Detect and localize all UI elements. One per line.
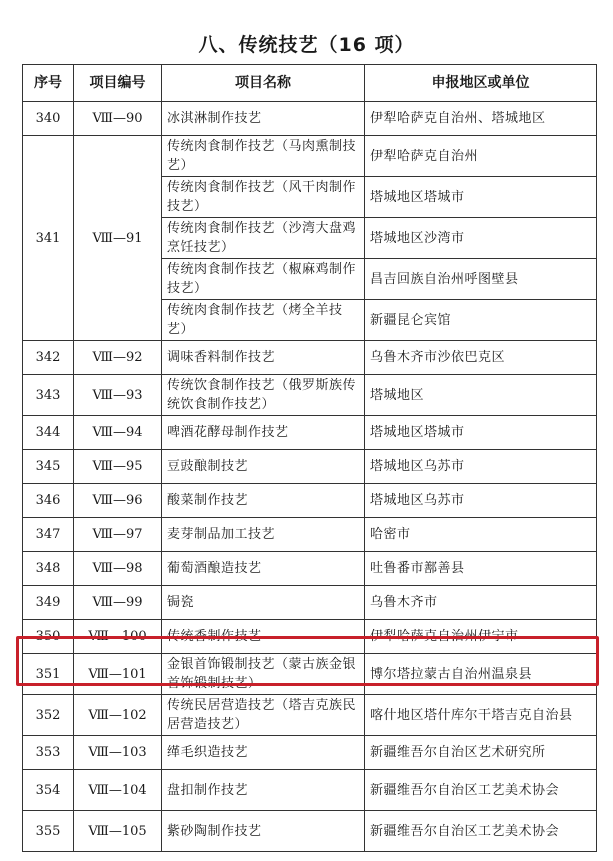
row-code: Ⅷ—99 <box>74 586 162 620</box>
row-code: Ⅷ—101 <box>74 654 162 695</box>
row-code: Ⅷ—104 <box>74 770 162 811</box>
header-code: 项目编号 <box>74 65 162 102</box>
row-seq: 344 <box>23 416 74 450</box>
row-name: 冰淇淋制作技艺 <box>162 102 365 136</box>
row-name: 缂毛织造技艺 <box>162 736 365 770</box>
row-name: 葡萄酒酿造技艺 <box>162 552 365 586</box>
row-seq: 340 <box>23 102 74 136</box>
row-region: 哈密市 <box>365 518 597 552</box>
row-region: 伊犁哈萨克自治州伊宁市 <box>365 620 597 654</box>
row-code: Ⅷ—92 <box>74 341 162 375</box>
row-region: 新疆昆仑宾馆 <box>365 300 597 341</box>
table-header-row <box>23 65 597 102</box>
header-name: 项目名称 <box>162 65 365 102</box>
table-row <box>23 811 597 852</box>
table-row <box>23 552 597 586</box>
header-seq: 序号 <box>23 65 74 102</box>
table-row <box>23 450 597 484</box>
table-row <box>23 695 597 736</box>
row-name: 传统肉食制作技艺（烤全羊技艺） <box>162 300 365 341</box>
row-name: 啤酒花酵母制作技艺 <box>162 416 365 450</box>
table-row <box>23 518 597 552</box>
row-code: Ⅷ—93 <box>74 375 162 416</box>
row-name: 传统肉食制作技艺（风干肉制作技艺） <box>162 177 365 218</box>
row-seq: 354 <box>23 770 74 811</box>
row-name: 锔瓷 <box>162 586 365 620</box>
row-seq: 346 <box>23 484 74 518</box>
row-code: Ⅷ—95 <box>74 450 162 484</box>
table-row <box>23 736 597 770</box>
row-name: 传统饮食制作技艺（俄罗斯族传统饮食制作技艺） <box>162 375 365 416</box>
row-region: 吐鲁番市鄯善县 <box>365 552 597 586</box>
row-name: 传统香制作技艺 <box>162 620 365 654</box>
row-region: 伊犁哈萨克自治州、塔城地区 <box>365 102 597 136</box>
row-region: 塔城地区乌苏市 <box>365 450 597 484</box>
table-row <box>23 375 597 416</box>
row-name: 金银首饰锻制技艺（蒙古族金银首饰锻制技艺） <box>162 654 365 695</box>
row-name: 调味香料制作技艺 <box>162 341 365 375</box>
row-region: 昌吉回族自治州呼图壁县 <box>365 259 597 300</box>
row-region: 塔城地区乌苏市 <box>365 484 597 518</box>
row-code: Ⅷ—90 <box>74 102 162 136</box>
table-row <box>23 416 597 450</box>
row-region: 塔城地区沙湾市 <box>365 218 597 259</box>
row-code: Ⅷ—105 <box>74 811 162 852</box>
row-seq: 355 <box>23 811 74 852</box>
row-region: 新疆维吾尔自治区艺术研究所 <box>365 736 597 770</box>
row-name: 传统肉食制作技艺（椒麻鸡制作技艺） <box>162 259 365 300</box>
row-seq: 352 <box>23 695 74 736</box>
row-name: 麦芽制品加工技艺 <box>162 518 365 552</box>
table-row <box>23 484 597 518</box>
table-row-highlighted <box>23 654 597 695</box>
row-code: Ⅷ—96 <box>74 484 162 518</box>
row-seq: 347 <box>23 518 74 552</box>
heritage-table <box>22 64 597 852</box>
row-name: 酸菜制作技艺 <box>162 484 365 518</box>
page-title: 八、传统技艺（16 项） <box>198 34 415 56</box>
table-row <box>23 136 597 177</box>
header-region: 申报地区或单位 <box>365 65 597 102</box>
table-row <box>23 102 597 136</box>
row-name: 传统肉食制作技艺（马肉熏制技艺） <box>162 136 365 177</box>
row-name: 传统肉食制作技艺（沙湾大盘鸡烹饪技艺） <box>162 218 365 259</box>
row-seq: 345 <box>23 450 74 484</box>
row-seq: 353 <box>23 736 74 770</box>
row-region: 乌鲁木齐市沙依巴克区 <box>365 341 597 375</box>
row-region: 乌鲁木齐市 <box>365 586 597 620</box>
row-name: 传统民居营造技艺（塔吉克族民居营造技艺） <box>162 695 365 736</box>
row-seq: 348 <box>23 552 74 586</box>
row-seq: 342 <box>23 341 74 375</box>
row-region: 塔城地区塔城市 <box>365 416 597 450</box>
row-region: 博尔塔拉蒙古自治州温泉县 <box>365 654 597 695</box>
row-seq: 351 <box>23 654 74 695</box>
row-code: Ⅷ—94 <box>74 416 162 450</box>
row-seq: 350 <box>23 620 74 654</box>
row-region: 新疆维吾尔自治区工艺美术协会 <box>365 811 597 852</box>
row-name: 紫砂陶制作技艺 <box>162 811 365 852</box>
row-code: Ⅷ—98 <box>74 552 162 586</box>
row-seq: 343 <box>23 375 74 416</box>
table-row <box>23 770 597 811</box>
row-code: Ⅷ—103 <box>74 736 162 770</box>
row-seq: 349 <box>23 586 74 620</box>
row-code: Ⅷ—102 <box>74 695 162 736</box>
row-code: Ⅷ—100 <box>74 620 162 654</box>
row-code: Ⅷ—91 <box>74 136 162 341</box>
row-seq: 341 <box>23 136 74 341</box>
row-region: 塔城地区塔城市 <box>365 177 597 218</box>
row-name: 豆豉酿制技艺 <box>162 450 365 484</box>
row-region: 塔城地区 <box>365 375 597 416</box>
row-region: 喀什地区塔什库尔干塔吉克自治县 <box>365 695 597 736</box>
row-region: 新疆维吾尔自治区工艺美术协会 <box>365 770 597 811</box>
row-name: 盘扣制作技艺 <box>162 770 365 811</box>
table-row <box>23 341 597 375</box>
row-code: Ⅷ—97 <box>74 518 162 552</box>
table-row <box>23 620 597 654</box>
table-row <box>23 586 597 620</box>
row-region: 伊犁哈萨克自治州 <box>365 136 597 177</box>
